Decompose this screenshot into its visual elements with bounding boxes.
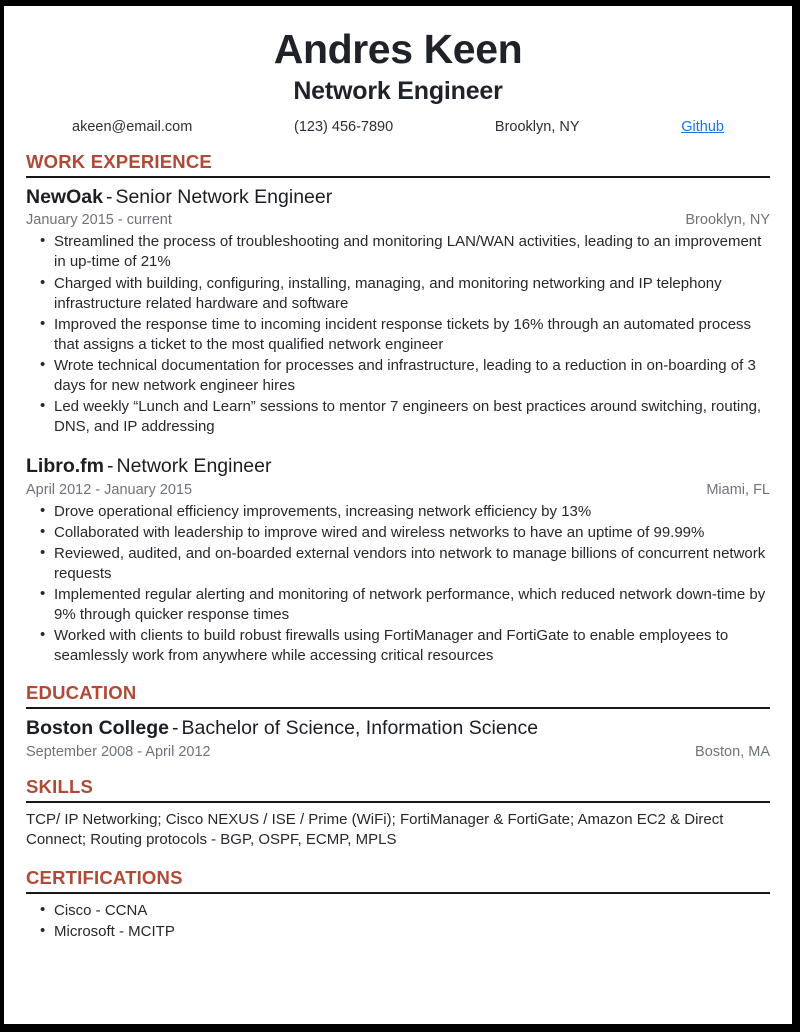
contact-email[interactable]: akeen@email.com (72, 119, 193, 136)
list-item: • Led weekly “Lunch and Learn” sessions to mentor 7 engineers on best practices around switching, routing, DNS, and IP addressing (26, 397, 770, 437)
contact-location: Brooklyn, NY (494, 119, 580, 136)
work-entry-dates: April 2012 - January 2015 (26, 481, 193, 498)
work-entry-bullets (26, 232, 770, 437)
work-entry-dates: January 2015 - current (26, 212, 172, 229)
education-entry-dates: September 2008 - April 2012 (26, 743, 211, 760)
list-item: • Microsoft - MCITP (26, 922, 770, 942)
section-certifications (26, 867, 770, 942)
section-divider (26, 892, 770, 894)
section-heading-education: EDUCATION (26, 682, 137, 704)
list-item: • Streamlined the process of troubleshooting and monitoring LAN/WAN activities, leading to an improvement in up-time of 21% (26, 232, 770, 272)
resume-page (4, 6, 792, 1024)
resume-header (26, 6, 770, 135)
list-item: • Charged with building, configuring, installing, managing, and monitoring networking and IP telephony infrastructure related hardware and software (26, 274, 770, 314)
section-skills (26, 776, 770, 851)
section-education (26, 682, 770, 759)
contact-row (72, 119, 724, 135)
work-entry-location: Miami, FL (706, 481, 770, 498)
list-item: • Cisco - CCNA (26, 901, 770, 921)
work-entry-location: Brooklyn, NY (685, 212, 770, 229)
education-entry-title (26, 716, 770, 741)
list-item: • Implemented regular alerting and monitoring of network performance, which reduced network down-time by 9% through quicker response times (26, 585, 770, 625)
work-entry-meta (26, 212, 770, 228)
education-entry-degree: Bachelor of Science, Information Science (181, 717, 539, 740)
certifications-list (26, 901, 770, 942)
skills-text: TCP/ IP Networking; Cisco NEXUS / ISE / Prime (WiFi); FortiManager & FortiGate; Amazon EC2 & Direct Connect; Routing protocols - BGP, OSPF, ECMP, MPLS (26, 810, 724, 849)
work-entry (26, 185, 770, 437)
work-entry-role: Network Engineer (116, 455, 272, 478)
work-entry-title (26, 454, 770, 479)
section-divider (26, 707, 770, 709)
work-entry (26, 454, 770, 666)
education-entry-separator: - (172, 717, 179, 740)
education-entry-school: Boston College (26, 717, 170, 740)
work-entry-title (26, 185, 770, 210)
section-heading-certifications: CERTIFICATIONS (26, 866, 183, 888)
list-item: • Collaborated with leadership to improve wired and wireless networks to have an uptime of 99.99% (26, 523, 770, 543)
work-entry-separator: - (105, 186, 113, 209)
work-entry-meta (26, 482, 770, 498)
list-item: • Worked with clients to build robust firewalls using FortiManager and FortiGate to enable employees to seamlessly work from anywhere while accessing critical resources (26, 626, 770, 666)
education-entry-location: Boston, MA (695, 743, 770, 760)
section-divider (26, 801, 770, 803)
list-item: • Wrote technical documentation for processes and infrastructure, leading to a reduction in on-boarding of 3 days for new network engineer hires (26, 356, 770, 396)
work-entry-role: Senior Network Engineer (115, 186, 333, 209)
section-heading-skills: SKILLS (26, 775, 93, 797)
work-entry-separator: - (107, 455, 114, 478)
section-divider (26, 176, 770, 178)
list-item: • Drove operational efficiency improvements, increasing network efficiency by 13% (26, 502, 770, 522)
work-entry-company: NewOak (26, 186, 103, 209)
education-entry-meta (26, 744, 770, 760)
contact-github-link[interactable]: Github (681, 119, 724, 136)
section-heading-work-experience: WORK EXPERIENCE (26, 151, 212, 173)
page-title: Andres Keen (273, 26, 523, 72)
work-entry-company: Libro.fm (26, 455, 104, 478)
work-entry-bullets (26, 502, 770, 667)
header-job-title: Network Engineer (293, 77, 503, 106)
list-item: • Reviewed, audited, and on-boarded external vendors into network to manage billions of concurrent network requests (26, 544, 770, 584)
contact-phone: (123) 456-7890 (294, 119, 394, 136)
section-work-experience (26, 151, 770, 666)
education-entry (26, 716, 770, 759)
list-item: • Improved the response time to incoming incident response tickets by 16% through an automated process that assigns a ticket to the most qualified network engineer (26, 315, 770, 355)
